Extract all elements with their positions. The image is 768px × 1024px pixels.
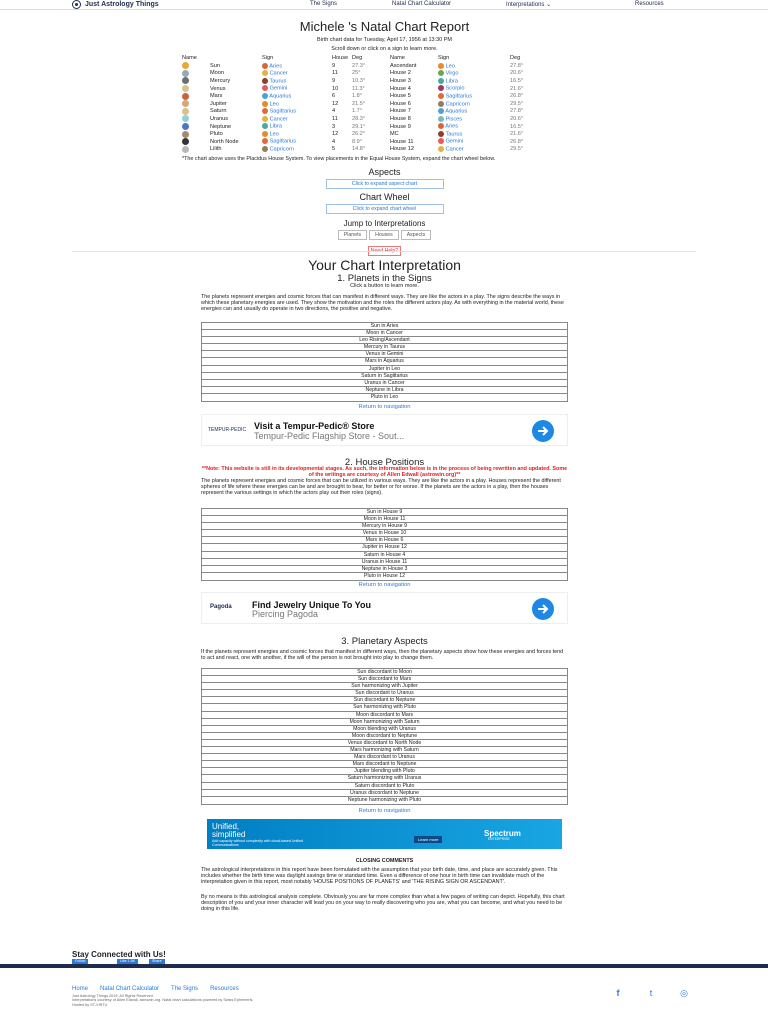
zodiac-icon (262, 108, 268, 114)
ad-title: Find Jewelry Unique To You (252, 600, 372, 610)
nav-link-calculator[interactable]: Natal Chart Calculator (392, 1, 452, 7)
planet-sign[interactable] (262, 70, 332, 78)
footer-links (72, 986, 251, 992)
planet-house: 6 (332, 93, 336, 100)
interpretation-list-button[interactable]: Jupiter blending with Pluto (202, 768, 567, 775)
return-navigation-link[interactable]: Return to navigation (358, 808, 411, 814)
expand-aspects-button[interactable]: Click to expand aspect chart (326, 179, 444, 189)
zodiac-icon (438, 101, 444, 107)
interpretation-list-button[interactable]: Neptune harmonizing with Pluto (347, 796, 422, 803)
planet-degree: 1.8° (352, 93, 363, 100)
footer (0, 968, 768, 1024)
ad-subtitle: Tempur-Pedic Flagship Store - Sout... (254, 431, 405, 441)
sign-link[interactable]: Libra (445, 78, 459, 85)
planet-name: Sun (210, 62, 220, 69)
ad-spectrum[interactable] (207, 819, 562, 849)
planet-name: North Node (210, 138, 239, 145)
interpretation-list-button[interactable]: Uranus discordant to Neptune (202, 790, 567, 797)
planet-name: Saturn (210, 108, 227, 115)
interpretation-list-button[interactable]: Mars discordant to Uranus (202, 754, 567, 761)
birth-data: Birth chart data for Tuesday, April 17, 1956 at 13:30 PM (316, 37, 453, 43)
planet-name: Mars (210, 93, 223, 100)
aspects-list (201, 668, 568, 805)
placement-row (182, 146, 587, 154)
interpretation-list-button[interactable]: Pluto in Leo (370, 393, 399, 400)
interpretation-list-button[interactable]: Uranus in Cancer (202, 380, 567, 387)
planet-icon (182, 62, 210, 70)
aspects-intro: If the planets represent energies and cosmic forces that manifest in different ways, then the planetary aspects show how these energies and forces tend to act and react, one with another, if the will of the person is not brought into play to change them. (201, 649, 564, 661)
placement-row (182, 92, 587, 100)
brand-logo-icon (72, 0, 81, 9)
planet-degree: 28.3° (352, 115, 366, 122)
interpretation-title: Your Chart Interpretation (308, 257, 461, 273)
zodiac-icon (262, 85, 268, 91)
planets-hint: Click a button to learn more. (350, 283, 419, 289)
placement-row (182, 85, 587, 93)
house-degree: 27.8° (510, 108, 524, 115)
planet-house: 11 (332, 115, 338, 122)
houses-list (201, 508, 568, 581)
house-sign[interactable] (438, 70, 510, 78)
planet-house: 5 (332, 146, 336, 153)
sign-link[interactable]: Aries (269, 63, 282, 70)
sign-link[interactable]: Taurus (269, 78, 287, 85)
ad-line2: simplified (212, 830, 246, 839)
planet-icon (182, 123, 210, 131)
house-degree: 21.6° (510, 131, 524, 138)
planet-degree: 14.8° (352, 146, 366, 153)
return-navigation-link[interactable]: Return to navigation (358, 404, 411, 410)
sign-link[interactable]: Capricorn (445, 101, 470, 107)
house-degree: 29.5° (510, 100, 524, 107)
development-warning: **Note: This website is still in its developmental stages. As such, the information below is in the process of being rewritten and updated. Some of the writings are courtesy of Allen Edwall (astrowin.org)** (201, 466, 568, 478)
sign-link[interactable]: Virgo (445, 70, 459, 77)
placement-row (182, 108, 587, 116)
placement-row (182, 62, 587, 70)
planet-sign[interactable] (262, 115, 332, 123)
interpretation-list-button[interactable]: Moon harmonizing with Saturn (202, 719, 567, 726)
planet-icon (182, 100, 210, 108)
house-name: House 5 (390, 93, 411, 100)
house-system-note: *The chart above uses the Placidus House System. To view placements in the Equal House System, expand the chart wheel below. (182, 156, 496, 163)
zodiac-icon (262, 93, 268, 99)
copyright-text: Just Astrology Things 2019. All Rights Reserved. (72, 994, 154, 998)
interpretation-list-button[interactable]: Mars harmonizing with Saturn (202, 747, 567, 754)
footer-link-resources[interactable]: Resources (210, 986, 239, 992)
interpretation-list-button[interactable]: Neptune in House 3 (202, 566, 567, 573)
interpretation-list-button[interactable]: Moon blending with Uranus (202, 726, 567, 733)
interpretation-list-button[interactable]: Sun harmonizing with Pluto (202, 704, 567, 711)
planet-name: Uranus (210, 115, 229, 122)
planet-sign[interactable] (262, 108, 332, 116)
planet-house: 9 (332, 62, 336, 69)
planet-name: Venus (210, 85, 226, 92)
planet-degree: 1.7° (352, 108, 363, 115)
zodiac-icon (262, 138, 268, 144)
planet-degree: 25° (352, 70, 361, 77)
sign-link[interactable]: Sagittarius (445, 93, 472, 100)
house-sign[interactable] (438, 62, 510, 70)
interpretation-list-button[interactable]: Moon in Cancer (202, 330, 567, 337)
planet-icon (182, 77, 210, 85)
ad-logo: Pagoda (210, 604, 232, 610)
zodiac-icon (262, 70, 268, 76)
planet-name: Jupiter (210, 100, 227, 107)
interpretation-list-button[interactable]: Saturn discordant to Pluto (202, 783, 567, 790)
sign-link[interactable]: Libra (269, 123, 283, 130)
zodiac-icon (438, 108, 444, 114)
nav-link-interpretations[interactable]: Interpretations ⌄ (506, 2, 552, 8)
zodiac-icon (262, 78, 268, 84)
sign-link[interactable]: Gemini (445, 138, 464, 145)
planet-sign[interactable] (262, 100, 332, 108)
planet-degree: 29.1° (352, 123, 366, 130)
interpretation-list-button[interactable]: Mars in House 6 (202, 537, 567, 544)
ad-subtitle: Piercing Pagoda (252, 609, 319, 619)
interpretation-list-button[interactable]: Moon in House 11 (202, 516, 567, 523)
footer-link-home[interactable]: Home (72, 986, 89, 992)
planets-intro: The planets represent energies and cosmic forces that can manifest in different ways. They are like the actors in a play. The signs describe the ways in which these planetary energies are used. They show the motivation and the roles the different actors play. As with everything in the material world, these energies can and usually do operate in two directions, the positive and negative. (201, 294, 564, 312)
house-sign[interactable] (438, 138, 510, 146)
interpretation-list-button[interactable]: Mercury in House 9 (202, 523, 567, 530)
ad-pagoda[interactable] (201, 592, 568, 624)
house-name: Ascendant (390, 62, 417, 69)
houses-heading: 2. House Positions (344, 457, 425, 468)
house-name: House 8 (390, 115, 411, 122)
house-sign[interactable] (438, 108, 510, 116)
col-header: House (332, 55, 349, 61)
planet-house: 10 (332, 85, 339, 92)
zodiac-icon (438, 70, 444, 76)
scroll-hint: Scroll down or click on a sign to learn more. (331, 46, 438, 52)
ad-logo: TEMPUR-PEDIC (208, 427, 247, 433)
footer-copyright (72, 994, 372, 1007)
jump-buttons (182, 230, 587, 240)
ad-arrow-icon[interactable] (531, 597, 555, 621)
footer-link-calculator[interactable]: Natal Chart Calculator (100, 986, 160, 992)
planet-house: 4 (332, 138, 336, 145)
house-sign[interactable] (438, 77, 510, 85)
planet-house: 12 (332, 131, 339, 138)
chart-wheel-heading: Chart Wheel (359, 192, 410, 203)
interpretation-list-button[interactable]: Saturn harmonizing with Uranus (202, 775, 567, 782)
report-section (182, 10, 587, 256)
footer-link-signs[interactable]: The Signs (171, 986, 199, 992)
planet-house: 9 (332, 77, 336, 84)
planet-degree: 26.2° (352, 131, 366, 138)
closing-para-2: By no means is this astrological analysis complete. Obviously you are far more complex than what a few pages of writing can depict. Hopefully, this chart description of you and your inner character will lead you on your way to really discovering who you are, what you can become, and what you need to be doing in this life. (201, 894, 565, 912)
ad-arrow-icon[interactable] (531, 419, 555, 443)
interpretation-list-button[interactable]: Jupiter in Leo (202, 366, 567, 373)
page-title: Michele 's Natal Chart Report (299, 19, 470, 34)
house-name: House 3 (390, 77, 411, 84)
house-name: MC (390, 131, 399, 138)
planet-name: Lilith (210, 146, 222, 153)
planet-icon (182, 85, 210, 93)
placements-table (182, 55, 587, 153)
interpretation-list-button[interactable]: Sun discordant to Mars (202, 676, 567, 683)
interpretation-list-button[interactable]: Mars in Aquarius (202, 358, 567, 365)
jump-houses-button[interactable]: Houses (369, 230, 399, 240)
placement-row (182, 115, 587, 123)
brand[interactable] (72, 0, 159, 9)
sign-link[interactable]: Cancer (269, 70, 288, 77)
aspects-interp-heading: 3. Planetary Aspects (341, 636, 428, 647)
house-sign[interactable] (438, 92, 510, 100)
zodiac-icon (262, 116, 268, 122)
interpretation-list-button[interactable]: Venus in House 10 (202, 530, 567, 537)
planet-name: Moon (210, 70, 224, 77)
closing-heading: CLOSING COMMENTS (355, 858, 414, 864)
sign-link[interactable]: Aries (445, 123, 458, 130)
jump-heading: Jump to Interpretations (343, 219, 426, 229)
house-degree: 20.6° (510, 70, 524, 77)
zodiac-icon (262, 146, 268, 152)
interpretation-list-button[interactable]: Sun discordant to Moon (202, 669, 567, 676)
twitter-icon[interactable]: t (649, 988, 653, 998)
planet-sign[interactable] (262, 146, 332, 154)
hosted-text: Hosted by ST-VIRTU (72, 1002, 108, 1007)
house-sign[interactable] (438, 85, 510, 93)
interpretation-list-button[interactable]: Saturn in Sagittarius (202, 373, 567, 380)
sign-link[interactable]: Cancer (445, 146, 464, 153)
planet-house: 4 (332, 108, 336, 115)
zodiac-icon (262, 131, 268, 137)
planet-sign[interactable] (262, 77, 332, 85)
nav-link-signs[interactable]: The Signs (310, 1, 338, 7)
interpretation-list-button[interactable]: Sun harmonizing with Jupiter (202, 683, 567, 690)
planet-house: 12 (332, 100, 339, 107)
houses-intro: The planets represent energies and cosmic forces that can be utilized in various ways. They are like the actors in a play. Houses represent the different spheres of life where these energies can be and are brought to bear, for better or for worse. If the planets are the actors in a play, then the houses represent the various settings in which the actors play out their roles (signs). (201, 478, 561, 496)
sign-link[interactable]: Sagittarius (269, 138, 296, 145)
ad-tempurpedic[interactable] (201, 414, 568, 446)
planets-list (201, 322, 568, 402)
sign-link[interactable]: Capricorn (269, 146, 294, 153)
house-degree: 26.8° (510, 93, 524, 100)
zodiac-icon (438, 138, 444, 144)
ad-title: Visit a Tempur-Pedic® Store (254, 421, 375, 431)
ad-copy: Add capacity without complexity with cloud-based Unified Communications (212, 839, 304, 847)
planet-name: Neptune (210, 123, 232, 130)
house-degree: 26.8° (510, 138, 524, 145)
house-name: House 4 (390, 85, 411, 92)
col-header: Name (182, 55, 197, 61)
placement-row (182, 77, 587, 85)
interpretation-list-button[interactable]: Sun in Aries (202, 323, 567, 330)
planet-icon (182, 108, 210, 116)
house-degree: 16.5° (510, 77, 524, 84)
house-degree: 27.8° (510, 62, 524, 69)
house-sign[interactable] (438, 100, 510, 108)
planet-icon (182, 70, 210, 78)
house-degree: 29.5° (510, 146, 524, 153)
planet-sign[interactable] (262, 85, 332, 93)
zodiac-icon (438, 93, 444, 99)
sign-link[interactable]: Leo (269, 131, 279, 138)
interpretation-list-button[interactable]: Uranus in House 11 (202, 559, 567, 566)
aspects-heading: Aspects (368, 167, 401, 178)
sign-link[interactable]: Leo (445, 63, 455, 70)
interpretation-list-button[interactable]: Mercury in Taurus (202, 344, 567, 351)
placement-row (182, 70, 587, 78)
planet-sign[interactable] (262, 62, 332, 70)
interpretation-list-button[interactable]: Jupiter in House 12 (202, 544, 567, 551)
sign-link[interactable]: Aquarius (269, 93, 292, 100)
interpretation-list-button[interactable]: Sun in House 9 (202, 509, 567, 516)
interpretation-list-button[interactable]: Venus discordant to North Node (202, 740, 567, 747)
planet-sign[interactable] (262, 123, 332, 131)
interpretation-list-button[interactable]: Neptune in Libra (202, 387, 567, 394)
col-header: Name (390, 55, 405, 61)
sign-link[interactable]: Sagittarius (269, 108, 296, 115)
interpretation-list-button[interactable]: Venus in Gemini (202, 351, 567, 358)
col-header: Deg (510, 55, 521, 61)
zodiac-icon (262, 123, 268, 129)
closing-para-1: The astrological interpretations in this report have been formulated with the assumption that your birth date, time, and place are accurately given. This includes whether the birth time was daylight savings time or standard time. Even a difference of one hour in birth time can invalidate much of the interpretation given in this report, most notably 'HOUSE POSITIONS OF PLANETS' and 'THE RISING SIGN OR ASCENDANT'. (201, 867, 558, 885)
planet-degree: 21.5° (352, 100, 366, 107)
house-sign[interactable] (438, 123, 510, 131)
house-name: House 9 (390, 123, 411, 130)
expand-wheel-button[interactable]: Click to expand chart wheel (326, 204, 444, 214)
zodiac-icon (438, 78, 444, 84)
placement-row (182, 130, 587, 138)
interpretation-list-button[interactable]: Pluto in House 12 (364, 572, 405, 579)
planet-degree: 8.9° (352, 138, 363, 145)
interpretation-list-button[interactable]: Moon discordant to Mars (202, 712, 567, 719)
share-button[interactable]: Share (149, 959, 165, 964)
planet-icon (182, 130, 210, 138)
sign-link[interactable]: Taurus (445, 131, 463, 138)
planet-degree: 11.3° (352, 85, 365, 92)
ad-line1: Unified, (212, 822, 240, 831)
sign-link[interactable]: Leo (269, 101, 279, 107)
planet-sign[interactable] (262, 138, 332, 146)
sign-link[interactable]: Gemini (269, 85, 288, 92)
house-degree: 16.5° (510, 123, 524, 130)
placement-row (182, 123, 587, 131)
house-sign[interactable] (438, 146, 510, 154)
planet-degree: 10.3° (352, 77, 366, 84)
zodiac-icon (438, 116, 444, 122)
facebook-like-button[interactable]: Like 1.5K (117, 959, 138, 964)
house-sign[interactable] (438, 130, 510, 138)
top-navbar (0, 0, 768, 10)
nav-links (310, 1, 664, 8)
planet-house: 3 (332, 123, 336, 130)
jump-aspects-button[interactable]: Aspects (401, 230, 431, 240)
col-header: Deg (352, 55, 363, 61)
zodiac-icon (438, 63, 444, 69)
col-header: Sign (438, 55, 450, 61)
house-degree: 21.6° (510, 85, 524, 92)
sign-link[interactable]: Pisces (445, 116, 463, 123)
interpretation-list-button[interactable]: Sun discordant to Neptune (202, 697, 567, 704)
interpretation-list-button[interactable]: Mars discordant to Neptune (202, 761, 567, 768)
house-name: House 6 (390, 100, 411, 107)
planet-name: Mercury (210, 77, 231, 84)
ad-brand-sub: ENTERPRISE (488, 837, 510, 841)
sign-link[interactable]: Scorpio (445, 85, 465, 92)
twitter-follow-button[interactable]: Follow (72, 959, 88, 964)
house-degree: 20.6° (510, 115, 524, 122)
house-name: House 11 (390, 138, 414, 145)
ad-learn-more-button[interactable]: Learn more (414, 836, 442, 843)
planet-sign[interactable] (262, 130, 332, 138)
house-sign[interactable] (438, 115, 510, 123)
zodiac-icon (438, 131, 444, 137)
instagram-icon[interactable]: ◎ (680, 988, 688, 998)
planet-sign[interactable] (262, 92, 332, 100)
planet-icon (182, 138, 210, 146)
placement-row (182, 138, 587, 146)
disclaimer-text: Interpretations courtesy of Allen Edwall, astrowin.org. Natal chart calculations powered by Swiss Ephemeris. (72, 998, 254, 1003)
house-name: House 12 (390, 146, 414, 153)
zodiac-icon (262, 63, 268, 69)
facebook-icon[interactable]: f (616, 988, 620, 998)
jump-planets-button[interactable]: Planets (338, 230, 367, 240)
zodiac-icon (438, 146, 444, 152)
house-name: House 7 (390, 108, 411, 115)
return-navigation-link[interactable]: Return to navigation (358, 582, 411, 588)
planet-house: 11 (332, 70, 338, 77)
planet-name: Pluto (210, 131, 223, 138)
stay-connected-heading: Stay Connected with Us! (72, 950, 166, 959)
planet-degree: 27.3° (352, 62, 366, 69)
zodiac-icon (438, 85, 444, 91)
planet-icon (182, 92, 210, 100)
interpretation-list-button[interactable]: Saturn in House 4 (202, 552, 567, 559)
col-header: Sign (262, 55, 274, 61)
section-divider (72, 251, 696, 252)
sign-link[interactable]: Cancer (269, 116, 288, 123)
planets-heading: 1. Planets in the Signs (337, 273, 432, 284)
house-name: House 2 (390, 70, 411, 77)
interpretation-list-button[interactable]: Moon discordant to Neptune (202, 733, 567, 740)
zodiac-icon (438, 123, 444, 129)
planet-icon (182, 146, 210, 154)
planet-icon (182, 115, 210, 123)
sign-link[interactable]: Aquarius (445, 108, 468, 115)
zodiac-icon (262, 101, 268, 107)
interpretation-list-button[interactable]: Leo Rising/Ascendant (202, 337, 567, 344)
placement-row (182, 100, 587, 108)
brand-name: Just Astrology Things (85, 1, 159, 8)
ad-brand: Spectrum (484, 829, 521, 838)
nav-link-resources[interactable]: Resources (635, 1, 664, 7)
interpretation-list-button[interactable]: Sun discordant to Uranus (202, 690, 567, 697)
